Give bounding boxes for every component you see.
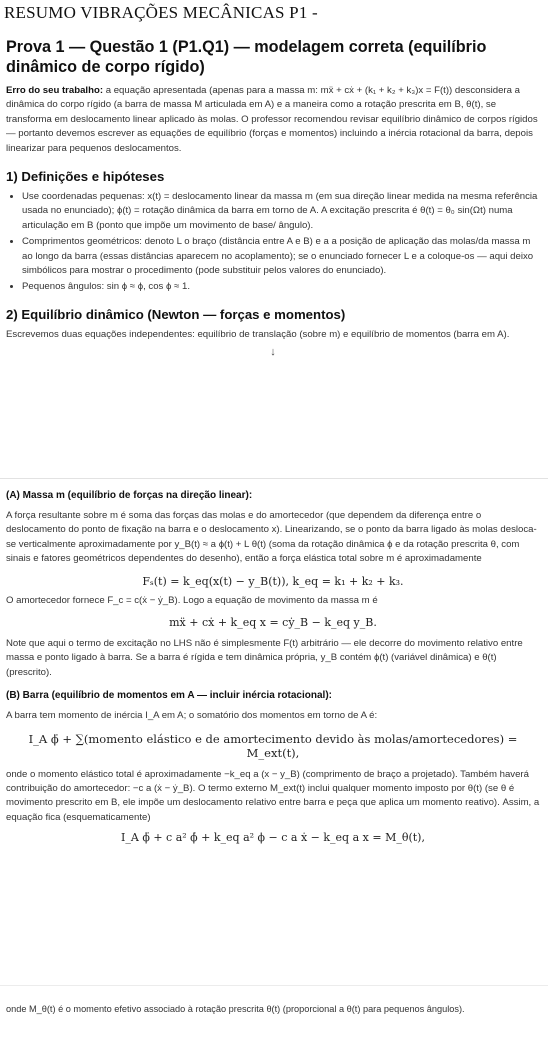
equation-moment-sum: I_A ϕ̈ + ∑(momento elástico e de amortecimento devido às molas/amortecedores) = M_ext(t), (28, 731, 518, 760)
subsection-a-paragraph-1: A força resultante sobre m é soma das forças das molas e do amortecedor (que dependem da diferença entre o deslocamento do ponto de fixação na barra e o deslocamento x). Linearizando, se o ponto da barra ligado às molas desloca-se verticalmente aproximadamente por y_B(t) ≈ a ϕ(t) + L θ(t) (soma da rotação dinâmica ϕ e da rotação prescrita θ, com sinais e fatores geométricos dependentes do desenho), então a força elástica total sobre m é aproximadamente (6, 510, 537, 565)
subsection-a-paragraph-2: O amortecedor fornece F_c = c(ẋ − ẏ_B). Logo a equação de movimento da massa m é (6, 594, 378, 606)
section-1-heading: 1) Definições e hipóteses (6, 169, 165, 185)
divider (0, 478, 548, 479)
page-header-title: RESUMO VIBRAÇÕES MECÂNICAS P1 - (4, 3, 318, 22)
subsection-a-paragraph-3: Note que aqui o termo de excitação no LHS não é simplesmente F(t) arbitrário — ele decorre do movimento relativo entre massa e ponto ligado à barra. Se a barra é rígida e tem dinâmica própria, y_B contém ϕ(t) (variável dinâmica) e θ(t) (prescrito). (6, 638, 523, 678)
document-title: Prova 1 — Questão 1 (P1.Q1) — modelagem correta (equilíbrio dinâmico de corpo rígido) (6, 38, 487, 76)
list-item: • Use coordenadas pequenas: x(t) = deslocamento linear da massa m (em sua direção linear medida na mesma referência usada no enunciado); ϕ(t) = rotação dinâmica da barra em torno de A. A excitação prescrita é θ(t) = θ₀ sin(Ωt) numa articulação em B (ponto que impõe um movimento de base/ ângulo). (22, 190, 540, 233)
arrow-down-icon: ↓ (270, 346, 276, 359)
subsection-b-paragraph-3: onde M_θ(t) é o momento efetivo associado à rotação prescrita θ(t) (proporcional a θ(t) para pequenos ângulos). (6, 1004, 465, 1014)
equation-mass-motion: mẍ + cẋ + k_eq x = cẏ_B − k_eq y_B. (169, 616, 377, 630)
subsection-b-heading: (B) Barra (equilíbrio de momentos em A — incluir inércia rotacional): (6, 690, 332, 702)
subsection-b-footer (6, 1003, 540, 1016)
section-1-list (6, 190, 540, 295)
subsection-b-paragraph-1: A barra tem momento de inércia I_A em A; o somatório dos momentos em torno de A é: (6, 710, 378, 722)
error-paragraph (6, 84, 540, 156)
divider (0, 985, 548, 986)
subsection-b-paragraph-2: onde o momento elástico total é aproximadamente −k_eq a (x − y_B) (comprimento de braço a projetado). Também haverá contribuição do amortecedor: −c a (ẋ − ẏ_B). O termo externo M_ext(t) inclui qualquer momento imposto por θ(t) (se θ é movimento prescrito em B, ele impõe um deslocamento relativo entre barra e peça que aplica um momento reativo). Assim, a equação fica (esquematicamente) (6, 768, 540, 823)
section-2-heading: 2) Equilíbrio dinâmico (Newton — forças e momentos) (6, 306, 346, 322)
error-label: Erro do seu trabalho: (6, 85, 104, 96)
equation-spring-force: Fₛ(t) = k_eq(x(t) − y_B(t)), k_eq = k₁ + k₂ + k₃. (142, 574, 404, 588)
equation-bar-rotation: I_A ϕ̈ + c a² ϕ̇ + k_eq a² ϕ − c a ẋ − k_eq a x = M_θ(t), (121, 831, 425, 845)
subsection-a-heading: (A) Massa m (equilíbrio de forças na direção linear): (6, 490, 253, 501)
error-text: a equação apresentada (apenas para a massa m: mẍ + cẋ + (k₁ + k₂ + k₃)x = F(t)) desconsidera a dinâmica do corpo rígido (a barra de massa M articulada em A) e a maneira como a rotação prescrita em B, θ(t), se transforma em deslocamento linear aplicado às molas. O professor recomendou revisar equilíbrio dinâmico de corpos rígidos — portanto devemos escrever as equações de equilíbrio (forças e momentos) incluindo a inércia rotacional da barra, depois linearizar para pequenos deslocamentos. (6, 85, 538, 154)
list-item: • Pequenos ângulos: sin ϕ ≈ ϕ, cos ϕ ≈ 1. (22, 280, 540, 294)
document-body (6, 37, 540, 364)
subsection-a (6, 490, 540, 844)
section-2-intro: Escrevemos duas equações independentes: equilíbrio de translação (sobre m) e equilíbrio de momentos (barra em A). (6, 328, 510, 340)
list-item: • Comprimentos geométricos: denoto L o braço (distância entre A e B) e a a posição de aplicação das molas/da massa m ao longo da barra (essas distâncias aparecem no acoplamento); se o enunciado fornecer L e a coloque-os — aqui deixo simbólicos para mostrar o procedimento (pode substituir pelos valores do enunciado). (22, 235, 540, 278)
